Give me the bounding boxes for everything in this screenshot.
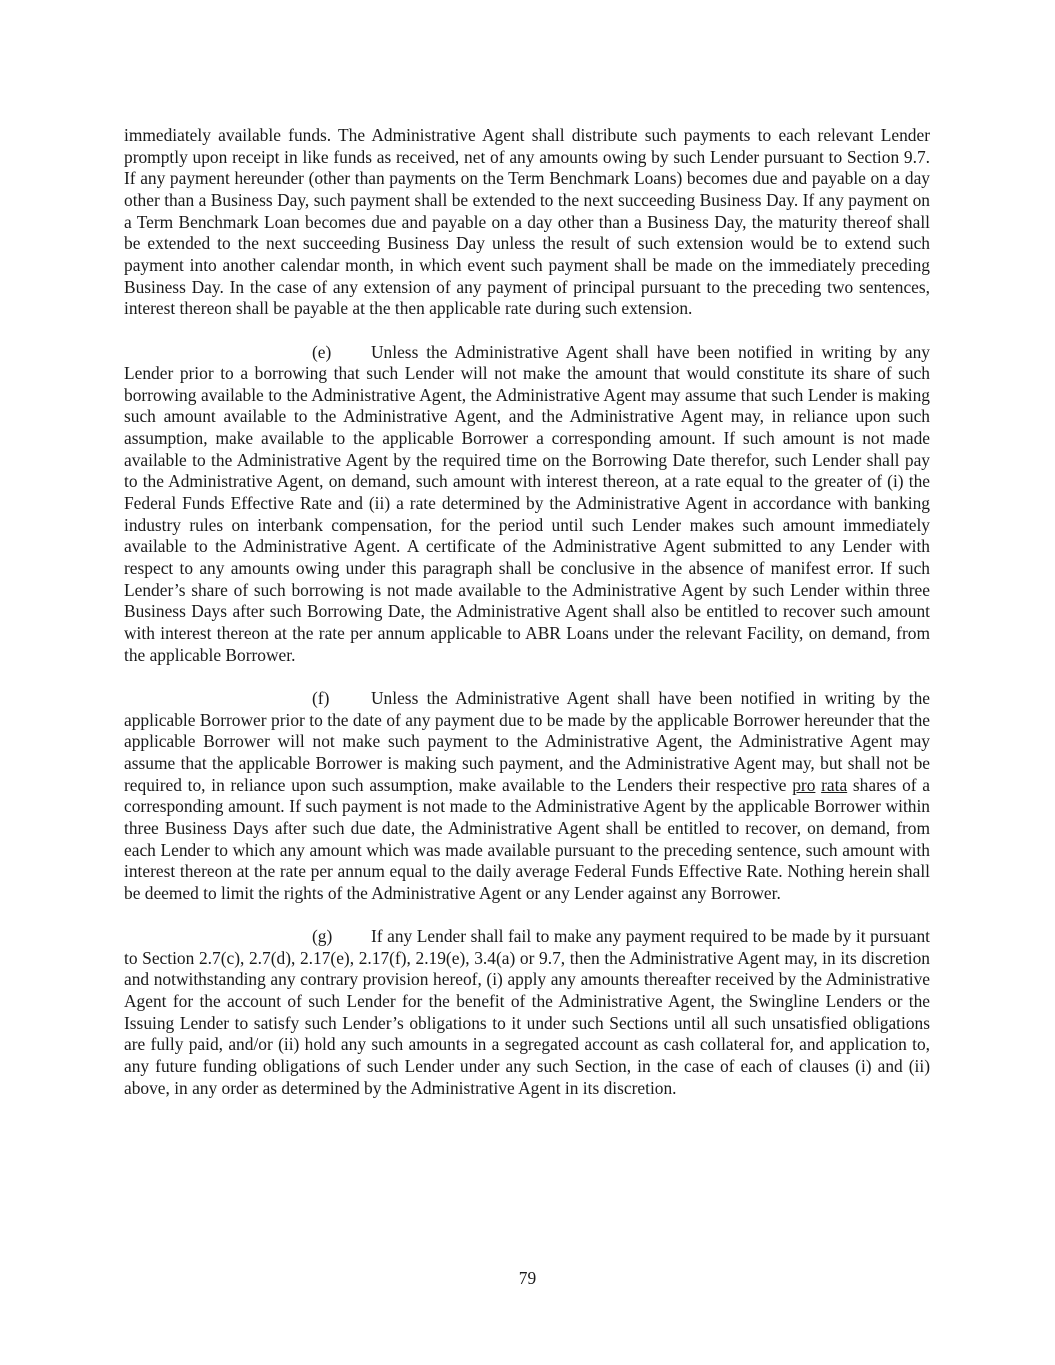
paragraph-text: If any Lender shall fail to make any payment required to be made by it pursuant to Section 2.7(c), 2.7(d), 2.17(e), 2.17(f), 2.19(e), 3.4(a) or 9.7, then the Administrative Agent may, in its discretion and notwithstanding any contrary provision hereof, (i) apply any amounts thereafter received by the Administrative Agent for the account of such Lender for the benefit of the Administrative Agent, the Swingline Lenders or the Issuing Lender to satisfy such Lender’s obligations to it under such Sections until all such unsatisfied obligations are fully paid, and/or (ii) hold any such amounts in a segregated account as cash collateral for, and application to, any future funding obligations of such Lender under any such Section, in the case of each of clauses (i) and (ii) above, in any order as determined by the Administrative Agent in its discretion. [124, 926, 930, 1098]
paragraph-text: immediately available funds. The Administrative Agent shall distribute such payments to each relevant Lender promptly upon receipt in like funds as received, net of any amounts owing by such Lender pursuant to Section 9.7. If any payment hereunder (other than payments on the Term Benchmark Loans) becomes due and payable on a day other than a Business Day, such payment shall be extended to the next succeeding Business Day. If any payment on a Term Benchmark Loan becomes due and payable on a day other than a Business Day, the maturity thereof shall be extended to the next succeeding Business Day unless the result of such extension would be to extend such payment into another calendar month, in which event such payment shall be made on the immediately preceding Business Day. In the case of any extension of any payment of principal pursuant to the preceding two sentences, interest thereon shall be payable at the then applicable rate during such extension. [124, 125, 930, 319]
paragraph-text-continued: shares of a corresponding amount. If such payment is not made to the Administrative Agent by the applicable Borrower within three Business Days after such due date, the Administrative Agent shall be entitled to recover, on demand, from each Lender to which any amount which was made available pursuant to the preceding sentence, such amount with interest thereon at the rate per annum equal to the daily average Federal Funds Effective Rate. Nothing herein shall be deemed to limit the rights of the Administrative Agent or any Lender against any Borrower. [124, 774, 930, 903]
paragraph-text: Unless the Administrative Agent shall have been notified in writing by the applicable Borrower prior to the date of any payment due to be made by the applicable Borrower hereunder that the applicable Borrower will not make such payment to the Administrative Agent, the Administrative Agent may assume that the applicable Borrower is making such payment, and the Administrative Agent may, but shall not be required to, in reliance upon such assumption, make available to the Lenders their respective [124, 687, 930, 795]
underlined-term-rata: rata [821, 774, 848, 795]
underlined-term-pro: pro [792, 774, 816, 795]
paragraph-text: Unless the Administrative Agent shall have been notified in writing by any Lender prior to a borrowing that such Lender will not make the amount that would constitute its share of such borrowing available to the Administrative Agent, the Administrative Agent may assume that such Lender is making such amount available to the Administrative Agent, and the Administrative Agent may, in reliance upon such assumption, make available to the applicable Borrower a corresponding amount. If such amount is not made available to the Administrative Agent by the required time on the Borrowing Date therefor, such Lender shall pay to the Administrative Agent, on demand, such amount with interest thereon, at a rate equal to the greater of (i) the Federal Funds Effective Rate and (ii) a rate determined by the Administrative Agent in accordance with banking industry rules on interbank compensation, for the period until such Lender makes such amount immediately available to the Administrative Agent. A certificate of the Administrative Agent submitted to any Lender with respect to any amounts owing under this paragraph shall be conclusive in the absence of manifest error. If such Lender’s share of such borrowing is not made available to the Administrative Agent by such Lender within three Business Days after such Borrowing Date, the Administrative Agent shall also be entitled to recover such amount with interest thereon at the rate per annum applicable to ABR Loans under the relevant Facility, on demand, from the applicable Borrower. [124, 341, 930, 665]
paragraph-continuation [124, 125, 930, 320]
paragraph-marker: (f) [312, 687, 330, 708]
paragraph-marker: (g) [312, 926, 333, 947]
page-number: 79 [518, 1268, 537, 1288]
paragraph-f [124, 688, 930, 905]
document-page [124, 125, 930, 1121]
paragraph-g [124, 926, 930, 1099]
paragraph-e [124, 342, 930, 667]
paragraph-marker: (e) [312, 341, 332, 362]
